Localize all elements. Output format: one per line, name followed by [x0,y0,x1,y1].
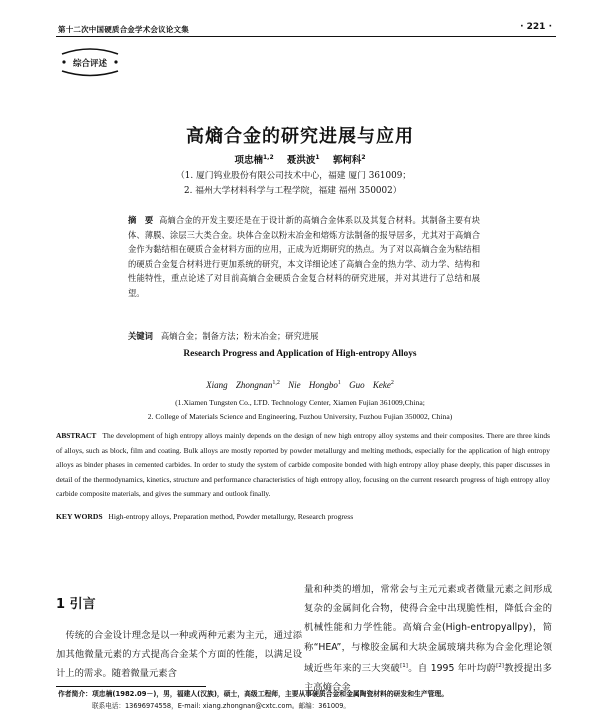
author-3: 郭柯科 [332,155,362,166]
intro-left-column [56,626,302,683]
page-number: · 221 · [520,22,552,32]
badge-label: 综合评述 [72,59,107,69]
author-2-sup: 1 [315,153,320,161]
section-badge [58,44,122,78]
intro-right-paragraph-a: 量和种类的增加，常常会与主元元素或者微量元素之间形成复杂的金属间化合物，使得合金中出现脆性相，降低合金的机械性能和力学性能。高熵合金(High-entropyallpy)，简称“HEA”，与橡胶金属和大块金属玻璃共称为合金化理论领域近些年来的三大突破 [304,584,552,674]
running-header-journal: 第十二次中国硬质合金学术会议论文集 [58,25,189,34]
keywords-en-text: High-entropy alloys, Preparation method, Powder metallurgy, Research progress [108,512,354,521]
intro-left-paragraph: 传统的合金设计理念是以一种或两种元素为主元，通过添加其他微量元素的方式提高合金某个方面的性能，以满足设计上的需求。随着微量元素含 [56,630,302,679]
author-1: 项忠楠 [234,155,263,166]
affiliation-line-2: 2. 福州大学材料科学与工程学院，福建 福州 350002） [184,186,402,196]
abstract-cn-text: 高熵合金的开发主要还是在于设计新的高熵合金体系以及其复合材料。其制备主要有块体、薄膜、涂层三大类合金。块体合金以粉末冶金和熔炼方法制备的报导居多，尤其对于高熵合金作为黏结相在硬质合金材料方面的应用，正成为近期研究的热点。为了对以高熵合金为粘结相的硬质合金复合材料进行更加系统的研究，本文详细论述了高熵合金的热力学、动力学、结构和性能特性，重点论述了对目前高熵合金硬质合金复合材料的研究进展，并对其进行了总结和展望。 [128,215,480,298]
citation-2: [2] [496,662,504,669]
author-list [0,152,600,166]
english-affiliation-1: (1.Xiamen Tungsten Co., LTD. Technology Center, Xiamen Fujian 361009,China; [175,398,425,407]
abstract-cn [128,213,480,301]
en-author-3: Guo Keke [349,380,391,390]
section-heading-introduction: 1 引言 [56,597,96,612]
abstract-en-text: The development of high entropy alloys mainly depends on the design of new high entropy alloy systems and their composites. There are three kinds of alloys, such as block, film and coating. Bulk alloys are mostly reported by powder metallurgy and melting methods, especially for the application of high entropy alloys as binder phases in cemented carbides. In order to study the system of carbide composite bonded with high entropy alloy phase deeply, this paper discusses in detail of the thermodynamics, kinetics, structure and performance characteristics of high entropy alloy, focusing on the current research progress of high entropy alloy carbide composite materials, and gives the summary and outlook finally. [56,431,550,499]
author-3-sup: 2 [361,153,366,161]
en-author-1: Xiang Zhongnan [206,380,273,390]
paper-title: 高熵合金的研究进展与应用 [186,126,414,147]
intro-right-paragraph-b: 。自 1995 年叶均蔚 [407,662,497,674]
abstract-en [56,429,550,502]
citation-1: [1] [400,662,408,669]
author-2: 聂洪波 [286,155,316,166]
keywords-cn-text: 高熵合金；制备方法；粉末冶金；研究进展 [160,331,319,341]
en-author-2: Nie Hongbo [288,380,338,390]
keywords-cn [128,330,318,342]
footnote-contact: 联系电话：13696974558，E-mail: xiang.zhongnan@cxtc.com。邮编：361009。 [92,702,351,710]
keywords-en-label: KEY WORDS [56,512,103,521]
keywords-en [56,512,353,521]
header-rule [56,36,556,37]
intro-right-paragraph-c: 教授提出多主高熵合金 [304,662,552,694]
abstract-cn-label: 摘 要 [128,215,154,225]
affiliation-line-1: （1. 厦门钨业股份有限公司技术中心，福建 厦门 361009； [176,171,412,181]
english-author-list [0,380,600,390]
english-title: Research Progress and Application of High-entropy Alloys [183,349,417,359]
english-affiliation-2: 2. College of Materials Science and Engineering, Fuzhou University, Fuzhou Fujian 350002, China) [147,412,453,421]
intro-right-column [304,580,552,697]
en-author-2-sup: 1 [337,380,341,386]
en-author-3-sup: 2 [390,380,394,386]
author-1-sup: 1,2 [263,153,274,161]
footnote-rule [56,686,206,687]
abstract-en-label: ABSTRACT [56,431,97,440]
en-author-1-sup: 1,2 [272,380,280,386]
keywords-cn-label: 关键词 [128,331,153,341]
footnote-author-bio: 作者简介：项忠楠(1982.09－)，男，福建人(汉族)，硕士，高级工程师，主要从事硬质合金和金属陶瓷材料的研发和生产管理。 [58,690,449,698]
